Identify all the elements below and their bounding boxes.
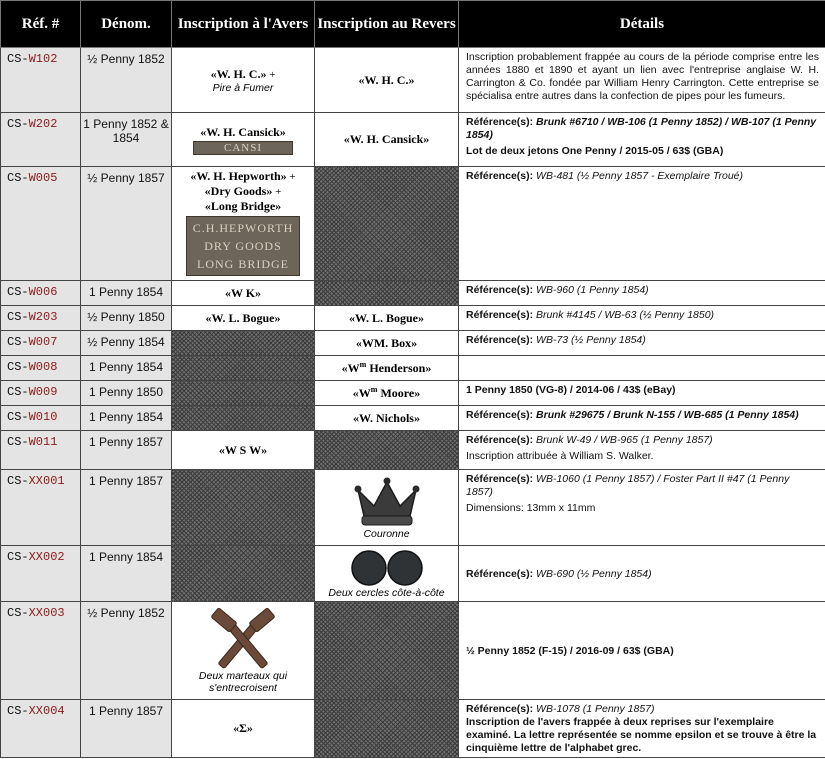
details-refs: WB-690 (½ Penny 1854) [536,567,652,580]
ref-code: W007 [28,335,58,349]
ref-prefix: CS- [7,360,29,374]
reverse-cell: «W. H. Cansick» [315,113,459,167]
reverse-text-post: Moore» [377,386,421,400]
ref-cell [1,602,81,700]
details-cell [459,700,825,758]
ref-cell [1,381,81,406]
details-note: Dimensions: 13mm x 11mm [466,502,596,514]
details-refs: WB-73 (½ Penny 1854) [536,334,646,346]
details-cell [459,331,825,356]
countermark-stamp-image [186,216,300,276]
obverse-cell: «W. L. Bogue» [172,306,315,331]
details-label: Référence(s): [466,434,537,446]
denom-cell: ½ Penny 1850 [81,306,172,331]
denom-cell: 1 Penny 1854 [81,356,172,381]
ref-code: XX001 [28,474,65,488]
denom-cell: ½ Penny 1857 [81,167,172,281]
obverse-cell: «W K» [172,281,315,306]
reverse-caption: Deux cercles côte-à-côte [328,586,445,599]
reverse-cell [315,356,459,381]
ref-cell [1,48,81,113]
details-refs: Brunk #6710 / WB-106 (1 Penny 1852) / WB-107 (1 Penny 1854) [466,116,817,141]
reverse-cell: «W. L. Bogue» [315,306,459,331]
obverse-plus: + [266,68,276,81]
denom-cell: 1 Penny 1852 & 1854 [81,113,172,167]
details-label: Référence(s): [466,473,537,485]
details-label: Référence(s): [466,170,537,182]
obverse-cell-empty [172,331,315,356]
obverse-line-2: «Dry Goods» [204,184,273,198]
details-cell [459,470,825,546]
obverse-line-3: «Long Bridge» [204,199,282,213]
reverse-cell [315,470,459,546]
ref-prefix: CS- [7,435,29,449]
ref-cell [1,167,81,281]
crown-countermark-image [352,476,422,528]
reverse-cell-empty [315,281,459,306]
denom-cell: ½ Penny 1852 [81,48,172,113]
details-label: Référence(s): [466,334,537,346]
obverse-cell-empty [172,546,315,602]
header-ref: Réf. # [1,1,81,48]
countermark-stamp-image: CANSI [193,141,293,155]
ref-cell [1,470,81,546]
header-denom: Dénom. [81,1,172,48]
reverse-text-pre: «W [341,361,360,375]
reverse-cell-empty [315,700,459,758]
ref-cell [1,331,81,356]
denom-cell: 1 Penny 1857 [81,700,172,758]
table-header-row [1,1,825,48]
obverse-text: «W. H. Cansick» [200,124,286,139]
ref-cell [1,700,81,758]
denom-cell: ½ Penny 1852 [81,602,172,700]
ref-prefix: CS- [7,385,29,399]
ref-prefix: CS- [7,704,29,718]
obverse-cell [172,167,315,281]
ref-code: W011 [28,435,58,449]
ref-cell [1,406,81,431]
table-row [1,356,825,381]
ref-cell [1,546,81,602]
details-label: Référence(s): [466,703,537,715]
ref-cell [1,113,81,167]
header-obverse: Inscription à l'Avers [172,1,315,48]
obverse-cell: «Σ» [172,700,315,758]
ref-prefix: CS- [7,285,29,299]
reverse-cell-empty [315,602,459,700]
details-refs: WB-481 (½ Penny 1857 - Exemplaire Troué) [536,170,744,182]
obverse-line-1: «W. H. Hepworth» [190,169,287,183]
details-label: Référence(s): [466,567,537,580]
ref-code: W008 [28,360,58,374]
obverse-text: «W. H. C.» [210,66,267,81]
reverse-cell: «W. H. C.» [315,48,459,113]
ref-cell [1,356,81,381]
reverse-cell [315,546,459,602]
table-row [1,48,825,113]
obverse-subtext: Pire à Fumer [212,81,274,94]
ref-prefix: CS- [7,117,29,131]
details-cell: 1 Penny 1850 (VG-8) / 2014-06 / 43$ (eBay) [459,381,825,406]
details-refs: WB-1060 (1 Penny 1857) / Foster Part II #47 (1 Penny 1857) [466,473,790,498]
ref-code: XX002 [28,550,65,564]
ref-prefix: CS- [7,550,29,564]
details-cell [459,48,825,113]
ref-cell [1,431,81,470]
stamp-line-2: DRY GOODS [204,239,282,253]
details-text: Inscription probablement frappée au cours de la période comprise entre les années 1880 et 1890 et ayant un lien avec l'entreprise anglaise W. H. Carrington & Co. fondée par William Henry Carrington. Cette entreprise se spécialisa entre autres dans la confection de pipes pour les fumeurs. [466,51,819,102]
header-details: Détails [459,1,825,48]
details-refs: WB-1078 (1 Penny 1857) [536,703,655,715]
ref-prefix: CS- [7,52,29,66]
obverse-cell-empty [172,381,315,406]
stamp-line-1: C.H.HEPWORTH [192,221,294,235]
table-row [1,331,825,356]
details-refs: WB-960 (1 Penny 1854) [536,284,649,296]
reverse-cell: «WM. Box» [315,331,459,356]
reverse-caption: Couronne [363,527,410,540]
table-row [1,306,825,331]
obverse-cell-empty [172,356,315,381]
table-row [1,546,825,602]
obverse-cell [172,48,315,113]
denom-cell: 1 Penny 1854 [81,281,172,306]
details-cell: ½ Penny 1852 (F-15) / 2016-09 / 63$ (GBA) [459,602,825,700]
details-sale: Lot de deux jetons One Penny / 2015-05 / 63$ (GBA) [466,145,724,157]
ref-code: W102 [28,52,58,66]
details-label: Référence(s): [466,284,537,296]
denom-cell: 1 Penny 1854 [81,546,172,602]
details-label: Référence(s): [466,309,537,321]
ref-code: XX003 [28,606,65,620]
details-cell [459,281,825,306]
header-reverse: Inscription au Revers [315,1,459,48]
table-row [1,281,825,306]
table-row [1,431,825,470]
reverse-text-post: Henderson» [366,361,432,375]
ref-prefix: CS- [7,474,29,488]
two-circles-countermark-image [349,549,425,587]
table-row [1,381,825,406]
ref-code: W009 [28,385,58,399]
details-cell [459,356,825,381]
details-label: Référence(s): [466,116,537,128]
details-label: Référence(s): [466,409,537,421]
crossed-hammers-countermark-image [208,608,278,670]
reverse-text-pre: «W [352,386,371,400]
reverse-cell [315,381,459,406]
ref-prefix: CS- [7,335,29,349]
details-cell [459,406,825,431]
details-refs: Brunk W-49 / WB-965 (1 Penny 1857) [536,434,713,446]
table-row [1,406,825,431]
details-cell [459,113,825,167]
reverse-text-sup: m [370,385,378,394]
obverse-cell [172,602,315,700]
reverse-cell: «W. Nichols» [315,406,459,431]
obverse-cell [172,113,315,167]
ref-code: W203 [28,310,58,324]
table-row [1,470,825,546]
ref-code: XX004 [28,704,65,718]
reverse-cell-empty [315,167,459,281]
table-row [1,602,825,700]
table-row [1,113,825,167]
ref-prefix: CS- [7,410,29,424]
ref-code: W005 [28,171,58,185]
reverse-cell-empty [315,431,459,470]
reverse-text-sup: m [359,360,367,369]
stamp-line-3: LONG BRIDGE [197,257,289,271]
table-row [1,700,825,758]
ref-prefix: CS- [7,171,29,185]
ref-prefix: CS- [7,310,29,324]
denom-cell: ½ Penny 1854 [81,331,172,356]
details-cell [459,306,825,331]
details-refs: Brunk #4145 / WB-63 (½ Penny 1850) [536,309,715,321]
details-note: Inscription attribuée à William S. Walker. [466,450,654,462]
details-cell [459,167,825,281]
details-refs: Brunk #29675 / Brunk N-155 / WB-685 (1 Penny 1854) [536,409,799,421]
details-note: Inscription de l'avers frappée à deux reprises sur l'exemplaire examiné. La lettre représentée se nomme epsilon et se trouve à être la cinquième lettre de l'alphabet grec. [466,716,817,754]
ref-prefix: CS- [7,606,29,620]
details-cell [459,546,825,602]
obverse-caption: Deux marteaux qui s'entrecroisent [198,669,288,694]
details-cell [459,431,825,470]
ref-cell [1,306,81,331]
obverse-cell-empty [172,470,315,546]
denom-cell: 1 Penny 1850 [81,381,172,406]
obverse-plus: + [272,186,282,198]
denom-cell: 1 Penny 1857 [81,431,172,470]
ref-code: W202 [28,117,58,131]
obverse-cell: «W S W» [172,431,315,470]
ref-cell [1,281,81,306]
table-row [1,167,825,281]
denom-cell: 1 Penny 1857 [81,470,172,546]
obverse-plus: + [286,171,296,183]
ref-code: W006 [28,285,58,299]
obverse-cell-empty [172,406,315,431]
denom-cell: 1 Penny 1854 [81,406,172,431]
ref-code: W010 [28,410,58,424]
